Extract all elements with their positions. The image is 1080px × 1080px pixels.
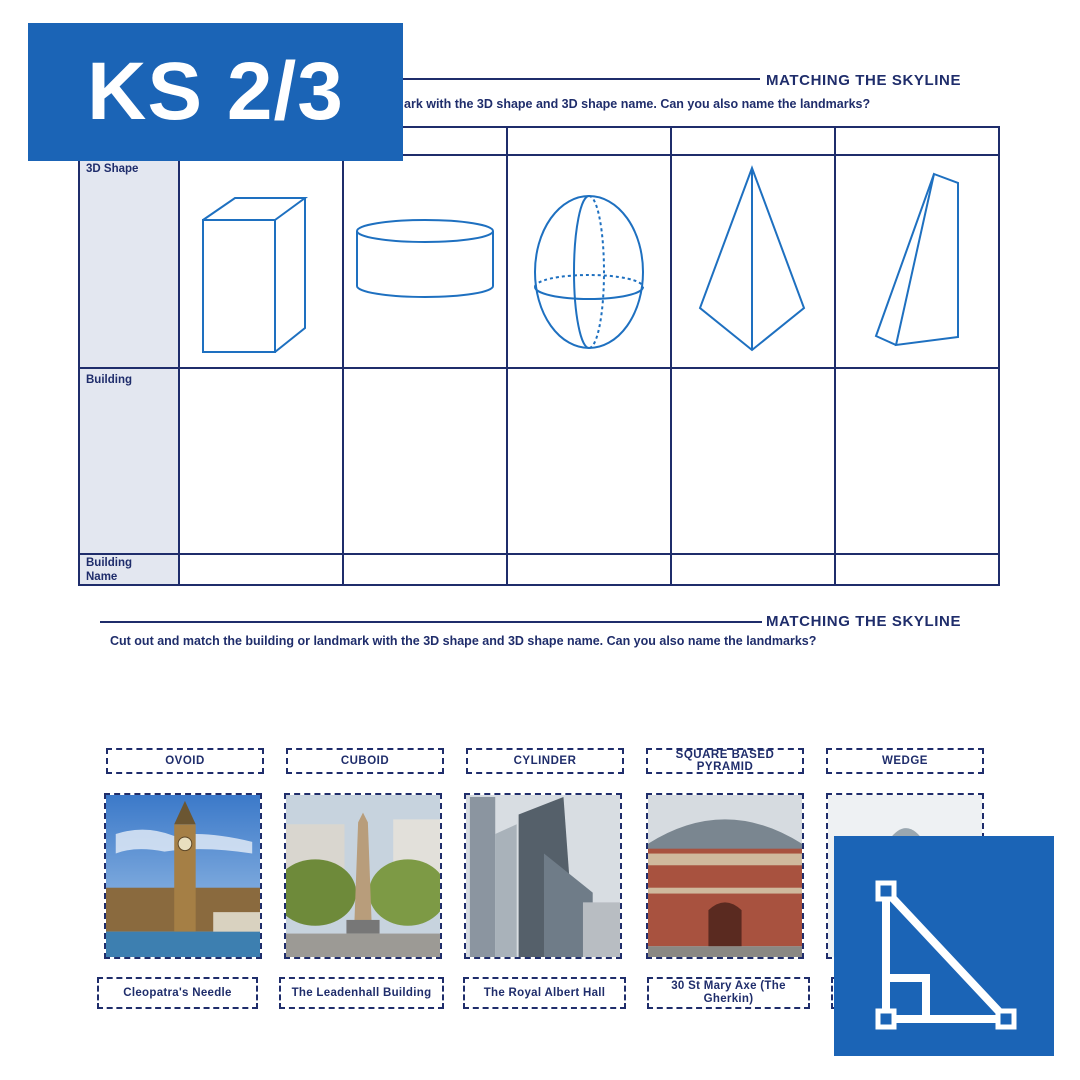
row-label-building: Building (86, 374, 132, 386)
row-label-building-name: Building Name (86, 557, 132, 583)
name-card-royal-albert-hall[interactable]: The Royal Albert Hall (463, 977, 626, 1009)
row-label-column (78, 156, 179, 584)
name-card-gherkin[interactable]: 30 St Mary Axe (The Gherkin) (647, 977, 810, 1009)
set-square-icon (834, 836, 1054, 1056)
shape-card-square-based-pyramid[interactable]: SQUARE BASED PYRAMID (646, 748, 804, 774)
cylinder-drawing (344, 158, 506, 368)
row-label-3d-shape: 3D Shape (86, 163, 139, 175)
worksheet-title: MATCHING THE SKYLINE (766, 72, 962, 89)
photo-leadenhall-building[interactable] (464, 793, 622, 959)
shape-card-ovoid[interactable]: OVOID (106, 748, 264, 774)
cutout-title: MATCHING THE SKYLINE (766, 613, 962, 630)
cutout-instruction: Cut out and match the building or landmark with the 3D shape and 3D shape name. Can you also name the landmarks? (110, 634, 817, 648)
shape-card-cuboid[interactable]: CUBOID (286, 748, 444, 774)
key-stage-badge: KS 2/3 (28, 23, 403, 161)
name-card-cleopatras-needle[interactable]: Cleopatra's Needle (97, 977, 258, 1009)
square-pyramid-drawing (672, 158, 834, 368)
worksheet-instruction: ark with the 3D shape and 3D shape name. Can you also name the landmarks? (404, 97, 871, 111)
photo-royal-albert-hall[interactable] (646, 793, 804, 959)
shape-card-wedge[interactable]: WEDGE (826, 748, 984, 774)
ovoid-drawing (508, 158, 670, 368)
matching-grid (78, 126, 1000, 586)
cuboid-drawing (180, 158, 342, 368)
shape-card-cylinder[interactable]: CYLINDER (466, 748, 624, 774)
name-card-leadenhall-building[interactable]: The Leadenhall Building (279, 977, 444, 1009)
title-rule-bottom (100, 621, 762, 623)
title-rule-top (403, 78, 760, 80)
photo-big-ben[interactable] (104, 793, 262, 959)
wedge-drawing (836, 158, 998, 368)
photo-cleopatras-needle[interactable] (284, 793, 442, 959)
